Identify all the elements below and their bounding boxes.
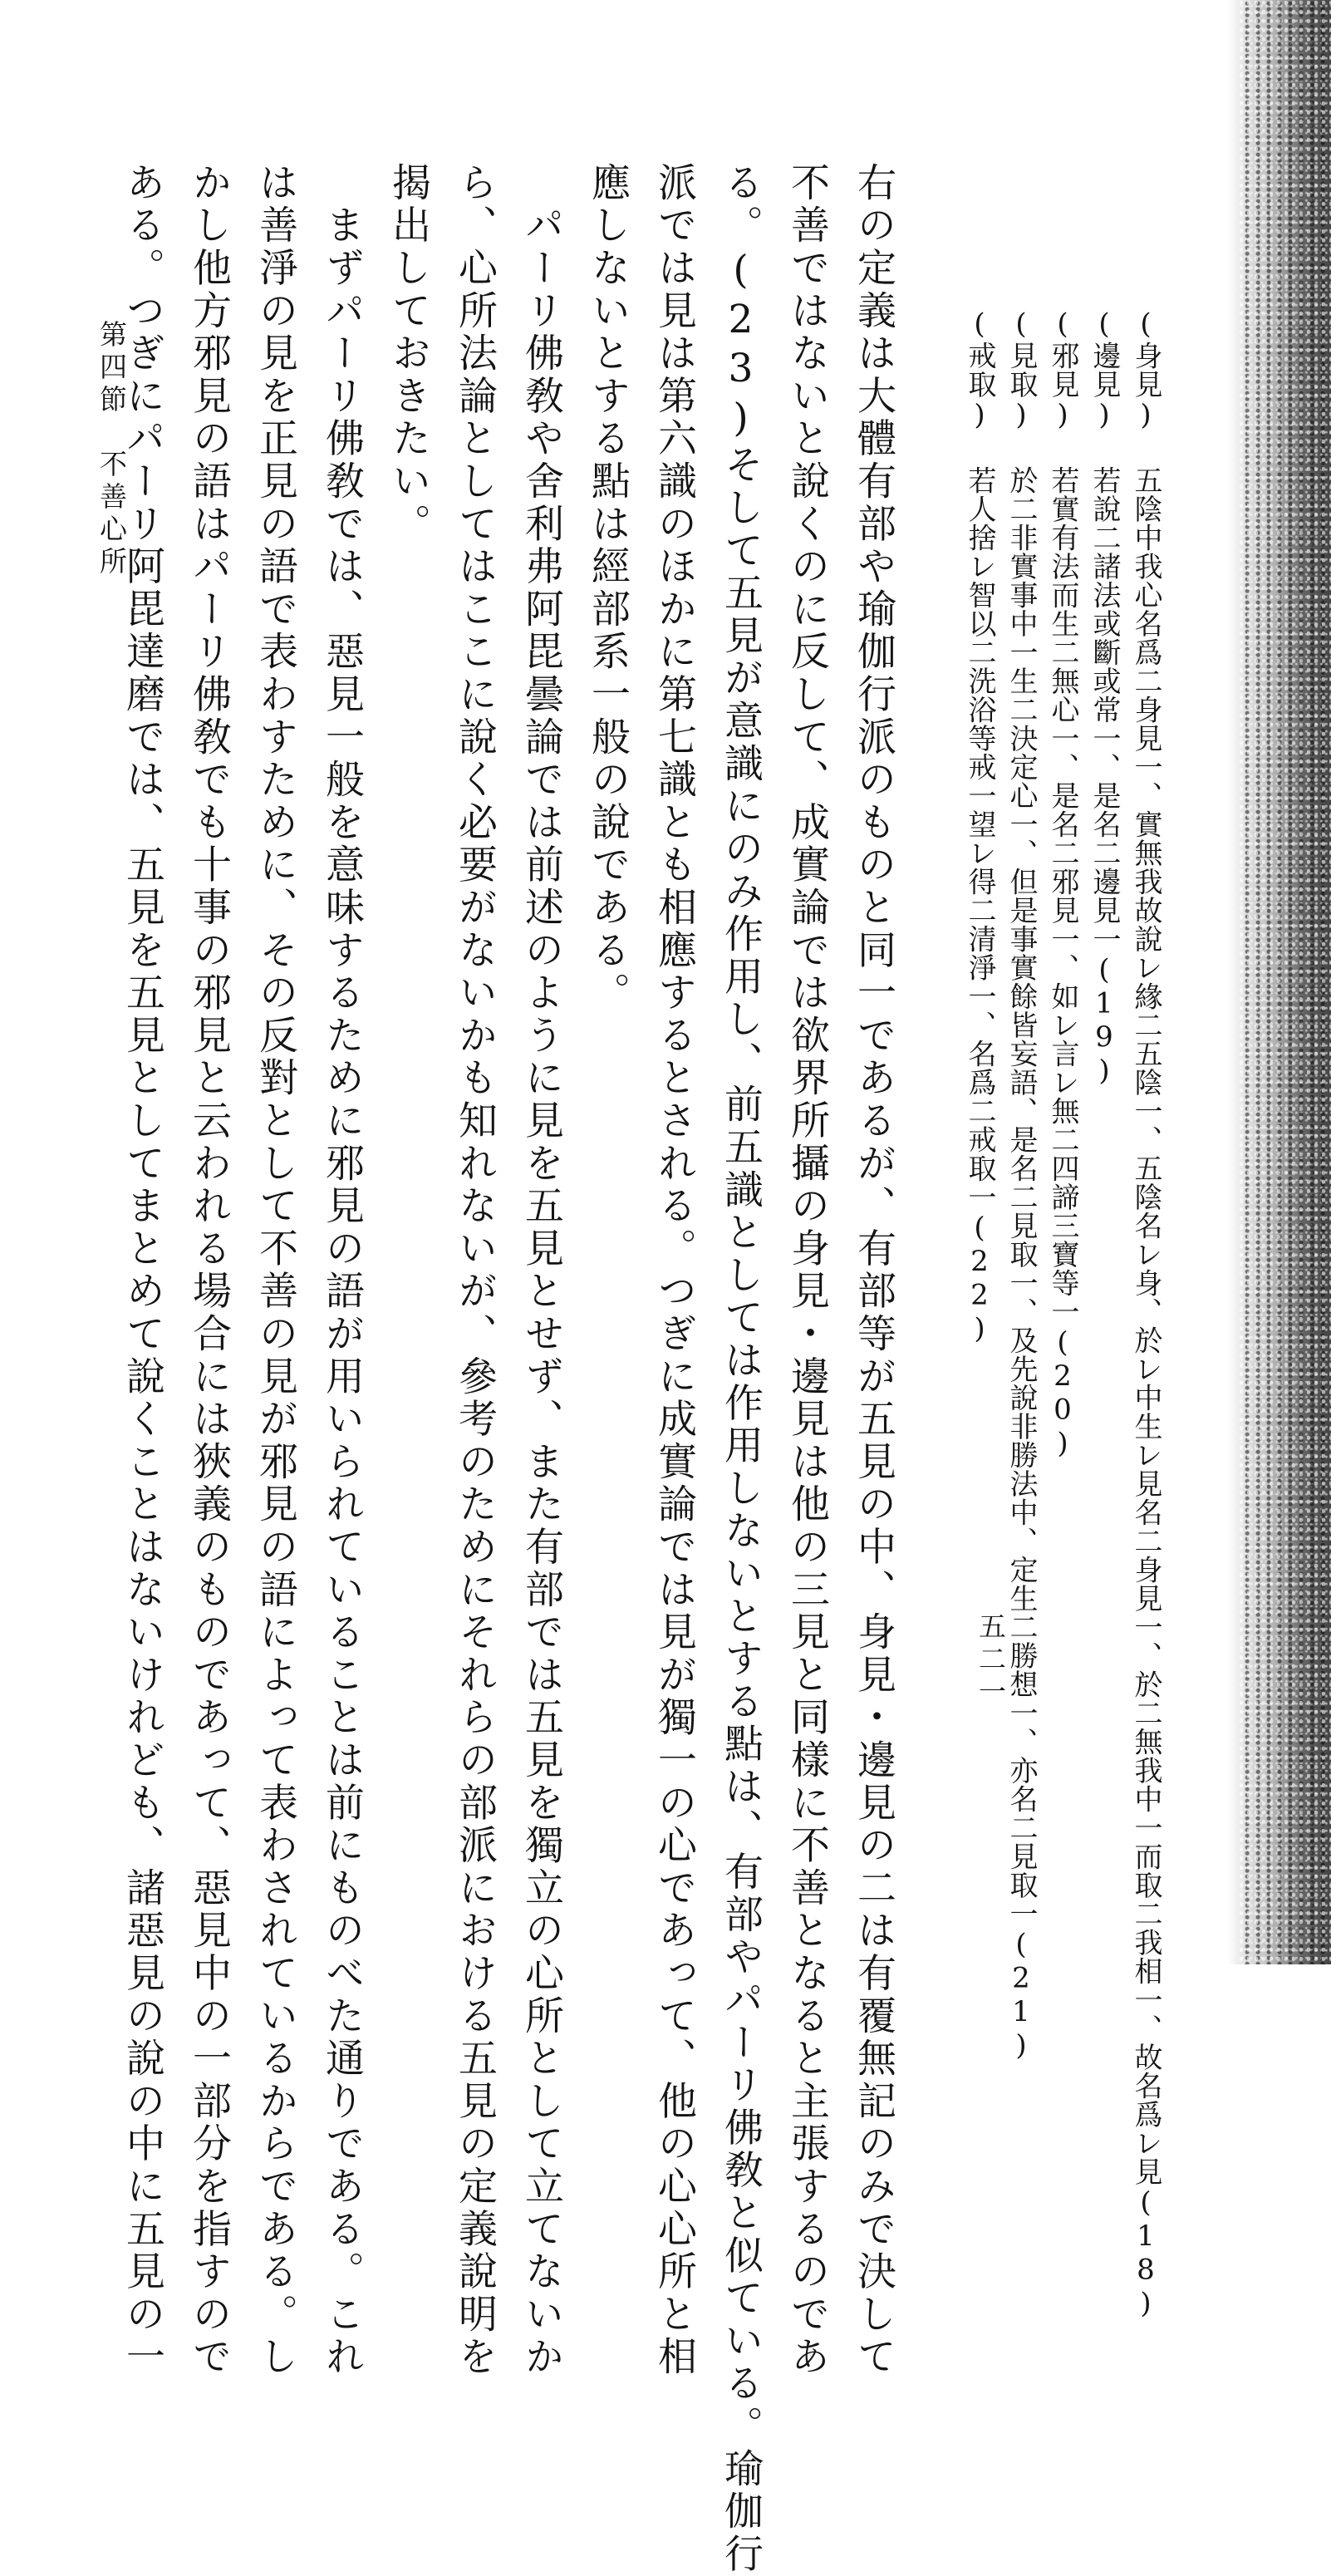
- body-line: ある。つぎにパーリ阿毘達磨では、五見を五見としてまとめて說くことはないけれども、諸惡見の說の中に五見の一: [120, 162, 165, 2379]
- body-line: は善淨の見を正見の語で表わすために、その反對として不善の見が邪見の語によって表わされているからである。し: [253, 162, 298, 2379]
- body-line: る。(23)そして五見が意識にのみ作用し、前五識としては作用しないとする點は、有部やパーリ佛敎と似ている。瑜伽行: [718, 162, 764, 2576]
- body-line: 不善ではないと說くのに反して、成實論では欲界所攝の身見・邊見は他の三見と同樣に不善となると主張するのであ: [784, 162, 830, 2379]
- scan-edge-noise: [1240, 0, 1331, 1964]
- page-number: 五二一: [975, 1612, 1007, 1709]
- body-line: 派では見は第六識のほかに第七識とも相應するとされる。つぎに成實論では見が獨一の心であって、他の心心所と相: [651, 162, 697, 2379]
- running-footer-section: 第四節 不善心所: [96, 320, 128, 579]
- body-line: 揭出しておきたい。: [386, 162, 431, 546]
- quote-line: (邊見) 若說二諸法或斷或常一、是名二邊見一(19): [1088, 307, 1121, 1088]
- body-line: パーリ佛敎や舍利弗阿毘曇論では前述のように見を五見とせず、また有部では五見を獨立の心所として立てないか: [518, 162, 564, 2379]
- body-line: 應しないとする點は經部系一般の說である。: [585, 162, 631, 1015]
- quote-line: (身見) 五陰中我心名爲二身見一、實無我故說レ緣二五陰一、五陰名レ身、於レ中生レ見名二身見一、於二無我中一而取二我相一、故名爲レ見(18): [1129, 307, 1162, 2321]
- body-line: 右の定義は大體有部や瑜伽行派のものと同一であるが、有部等が五見の中、身見・邊見の二は有覆無記のみで決して: [851, 162, 896, 2379]
- quote-line: (邪見) 若實有法而生二無心一、是名二邪見一、如レ言レ無二四諦三寶等一(20): [1046, 307, 1079, 1461]
- body-line: まずパーリ佛敎では、惡見一般を意味するために邪見の語が用いられていることは前にものべた通りである。これ: [319, 162, 365, 2379]
- body-line: かし他方邪見の語はパーリ佛敎でも十事の邪見と云われる場合には狹義のものであって、惡見中の一部分を指すので: [186, 162, 232, 2379]
- quote-line: (見取) 於二非實事中一生二決定心一、但是事實餘皆妄語、是名二見取一、及先說非勝法中、定生二勝想一、亦名二見取一(21): [1004, 307, 1038, 2062]
- quote-line: (戒取) 若人捨レ智以二洗浴等戒一望レ得二清淨一、名爲二戒取一(22): [963, 307, 996, 1346]
- body-line: ら、心所法論としてはここに說く必要がないかも知れないが、參考のためにそれらの部派における五見の定義說明を: [452, 162, 498, 2379]
